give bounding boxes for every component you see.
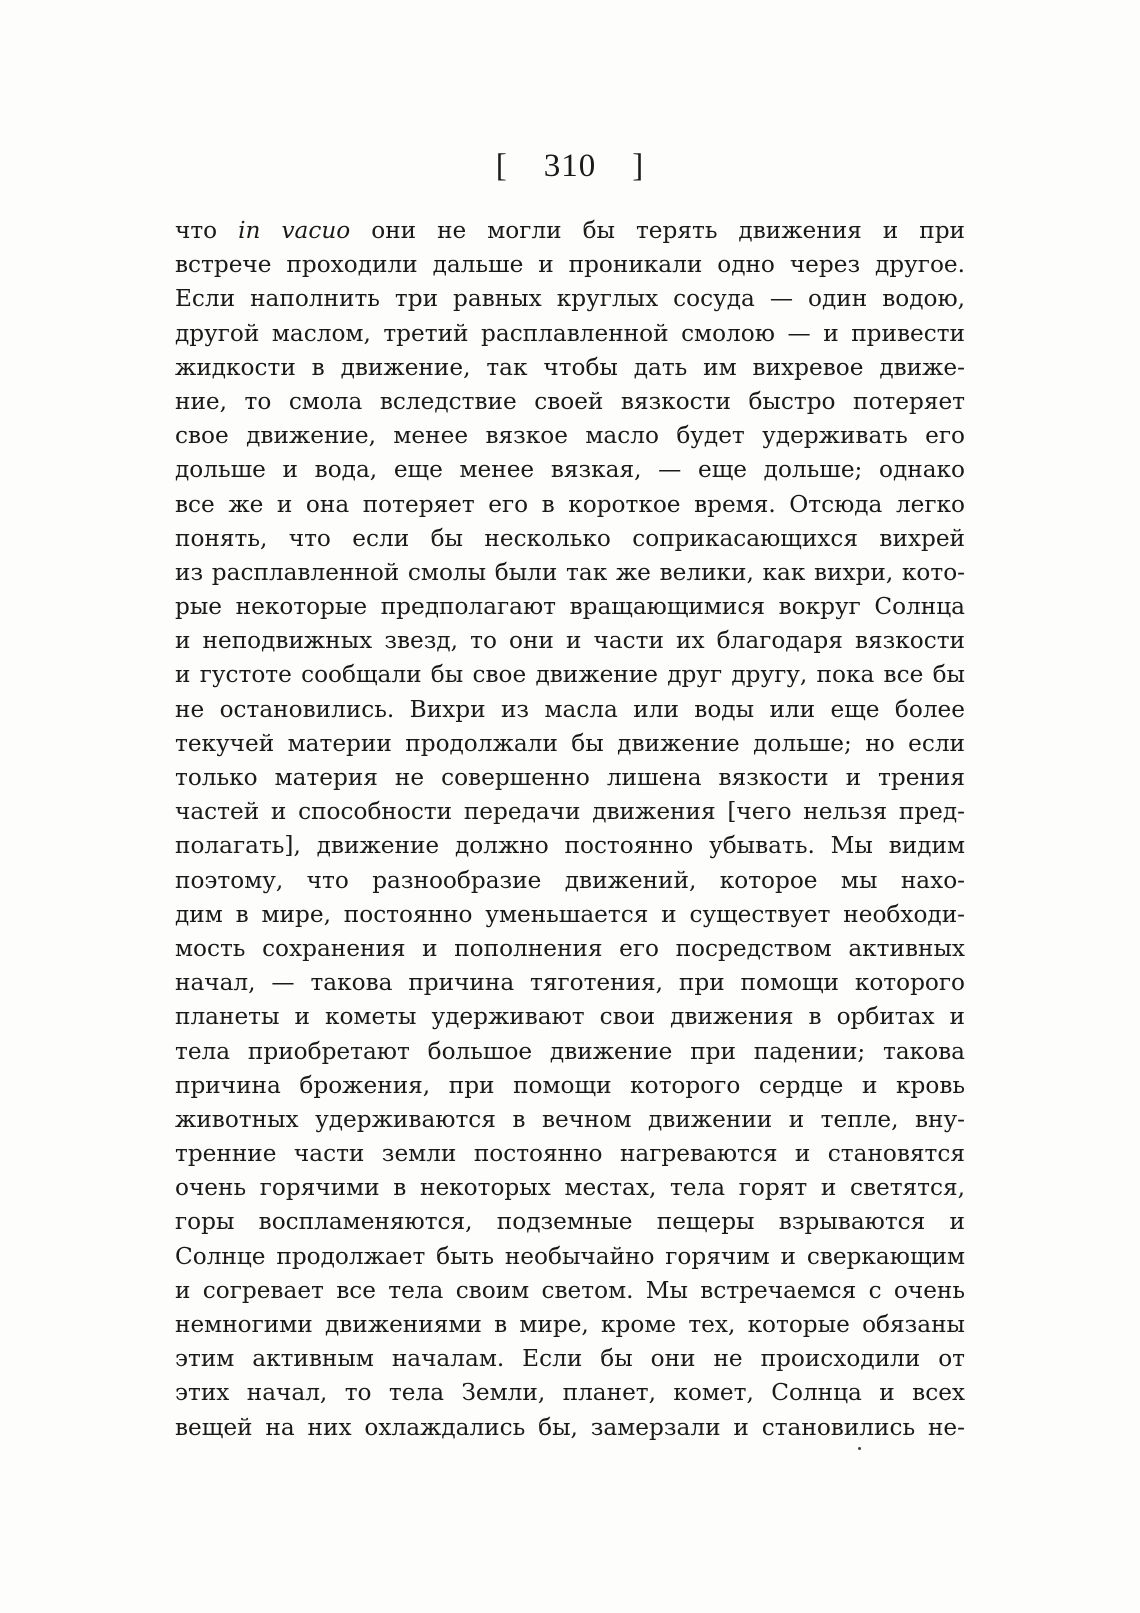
text-line: горы воспламеняются, подземные пещеры взрываются и [175,1208,965,1236]
text-line: встрече проходили дальше и проникали одно через другое. [175,251,965,279]
text-line: дольше и вода, еще менее вязкая, — еще дольше; однако [175,456,965,484]
text-line: текучей материи продолжали бы движение дольше; но если [175,729,965,757]
text-line [175,214,965,248]
text-segment: что [175,217,239,244]
text-line: Если наполнить три равных круглых сосуда — один водою, [175,285,965,313]
text-line: очень горячими в некоторых местах, тела горят и светятся, [175,1174,965,1202]
text-line: дим в мире, постоянно уменьшается и существует необходи- [175,900,965,928]
text-line: рые некоторые предполагают вращающимися вокруг Солнца [175,593,965,621]
text-line: и густоте сообщали бы свое движение друг другу, пока все бы [175,661,965,689]
scan-speck [858,1447,861,1450]
page-number-value: 310 [543,148,597,184]
text-line: не остановились. Вихри из масла или воды или еще более [175,695,965,723]
text-line: поэтому, что разнообразие движений, которое мы нахо- [175,866,965,894]
text-line: и согревает все тела своим светом. Мы встречаемся с очень [175,1276,965,1304]
text-line: планеты и кометы удерживают свои движения в орбитах и [175,1003,965,1031]
text-line: понять, что если бы несколько соприкасающихся вихрей [175,524,965,552]
text-line: мость сохранения и пополнения его посредством активных [175,934,965,962]
text-line: ние, то смола вследствие своей вязкости быстро потеряет [175,387,965,415]
text-line: все же и она потеряет его в короткое время. Отсюда легко [175,490,965,518]
text-line: и неподвижных звезд, то они и части их благодаря вязкости [175,627,965,655]
text-line: жидкости в движение, так чтобы дать им вихревое движе- [175,353,965,381]
text-line: полагать], движение должно постоянно убывать. Мы видим [175,832,965,860]
text-line: из расплавленной смолы были так же велики, как вихри, кото- [175,558,965,586]
text-line: немногими движениями в мире, кроме тех, которые обязаны [175,1311,965,1338]
text-segment: они не могли бы терять движения и при [350,217,965,244]
italic-latin-phrase: in vacuo [238,217,351,244]
page-number-left-bracket: [ [495,148,508,184]
text-line: свое движение, менее вязкое масло будет удерживать его [175,422,965,450]
text-line: тренние части земли постоянно нагреваются и становятся [175,1140,965,1168]
text-line: Солнце продолжает быть необычайно горячим и сверкающим [175,1242,965,1270]
text-line: тела приобретают большое движение при падении; такова [175,1037,965,1065]
page-number [0,146,1140,186]
text-line: этим активным началам. Если бы они не происходили от [175,1345,965,1373]
page-number-right-bracket: ] [632,148,645,184]
text-line: только материя не совершенно лишена вязкости и трения [175,764,965,791]
text-line: этих начал, то тела Земли, планет, комет, Солнца и всех [175,1379,965,1407]
text-line: вещей на них охлаждались бы, замерзали и становились не- [175,1413,965,1441]
text-line: начал, — такова причина тяготения, при помощи которого [175,969,965,997]
text-line: частей и способности передачи движения [чего нельзя пред- [175,798,965,826]
text-line: причина брожения, при помощи которого сердце и кровь [175,1071,965,1099]
text-line: животных удерживаются в вечном движении и тепле, вну- [175,1105,965,1133]
text-line: другой маслом, третий расплавленной смолою — и привести [175,319,965,347]
body-text [175,214,965,1445]
